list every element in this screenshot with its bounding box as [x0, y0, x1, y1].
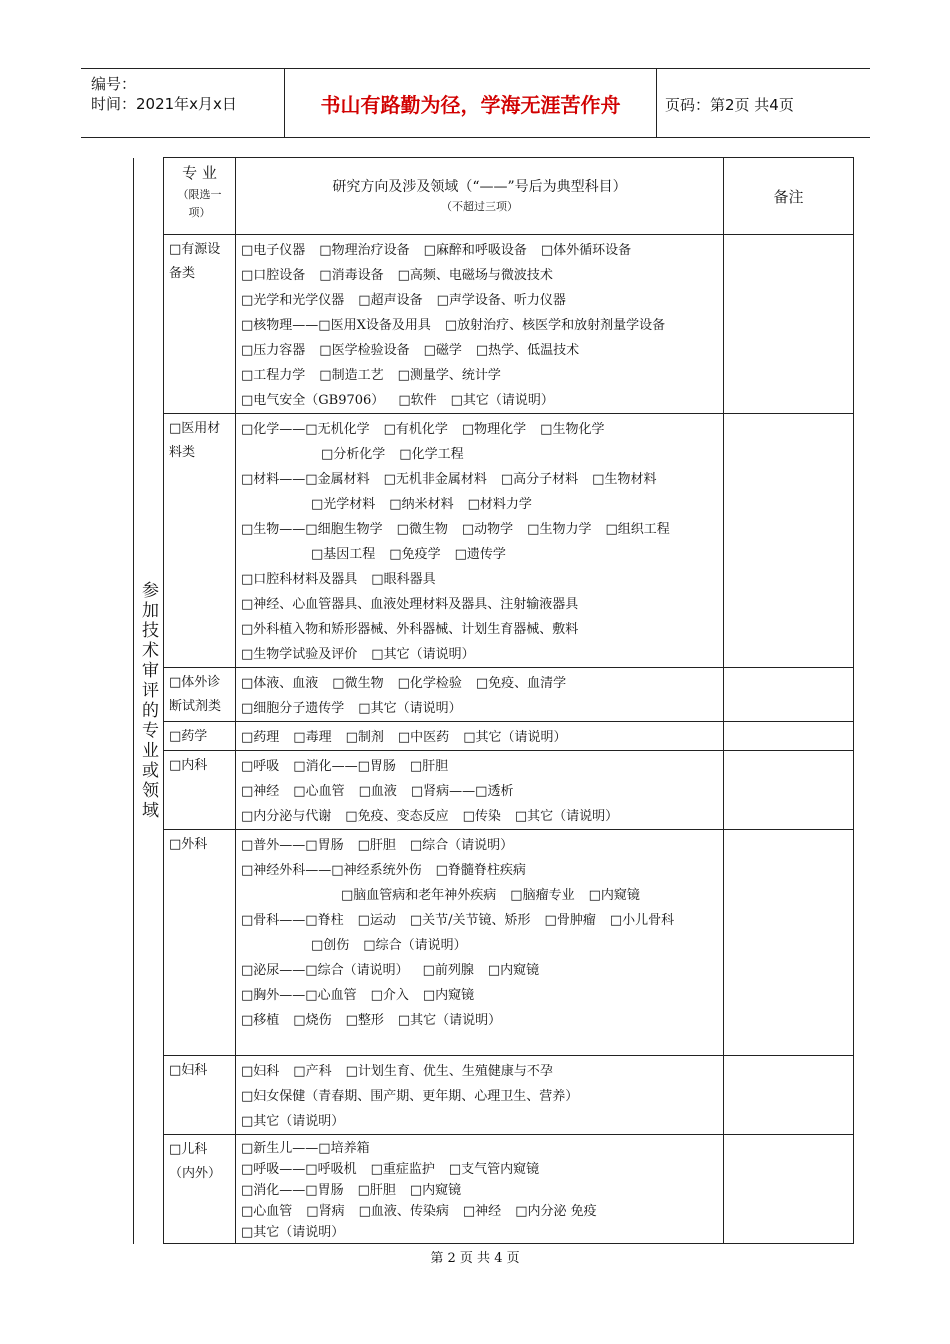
remark-cell[interactable] — [724, 722, 854, 751]
checkbox-option[interactable]: □毒理 — [293, 730, 332, 745]
option-line — [241, 883, 718, 908]
remark-header: 备注 — [724, 158, 854, 235]
checkbox-option[interactable]: □其它（请说明） — [397, 1013, 502, 1028]
option-line — [241, 958, 718, 983]
checkbox-option[interactable]: □外科植入物和矫形器械、外科器械、计划生育器械、敷料 — [241, 622, 579, 637]
checkbox-option[interactable]: □脊髓脊柱疾病 — [435, 863, 526, 878]
checkbox-option[interactable]: □骨科——□脊柱 — [241, 913, 344, 928]
major-header-text: 专 业 — [182, 164, 217, 182]
field-options-cell — [236, 751, 724, 830]
checkbox-option[interactable]: □磁学 — [423, 343, 462, 358]
option-line — [241, 804, 718, 829]
checkbox-option[interactable]: □遗传学 — [454, 547, 506, 562]
checkbox-option[interactable]: □高分子材料 — [500, 472, 579, 487]
option-line — [241, 467, 718, 492]
checkbox-option[interactable]: □核物理——□医用X设备及用具 — [241, 318, 431, 333]
checkbox-option[interactable]: □无机非金属材料 — [383, 472, 487, 487]
checkbox-option[interactable]: □其它（请说明） — [358, 701, 462, 716]
checkbox-option[interactable]: □运动 — [357, 913, 396, 928]
checkbox-option[interactable]: □生物力学 — [527, 522, 592, 537]
checkbox-option[interactable]: □消化——□胃肠 — [241, 1183, 344, 1198]
checkbox-option[interactable]: □电气安全（GB9706） — [241, 393, 385, 408]
checkbox-option[interactable]: □神经 — [241, 784, 280, 799]
checkbox-option[interactable]: □综合（请说明） — [409, 838, 514, 853]
option-line — [241, 442, 718, 467]
checkbox-option[interactable]: □化学——□无机化学 — [241, 422, 370, 437]
table-row — [134, 414, 854, 668]
option-line — [241, 754, 718, 779]
option-line — [241, 363, 718, 388]
checkbox-option[interactable]: □脑瘤专业 — [510, 888, 575, 903]
checkbox-option[interactable]: □其它（请说明） — [241, 1114, 345, 1129]
checkbox-option[interactable]: □放射治疗、核医学和放射剂量学设备 — [444, 318, 666, 333]
checkbox-option[interactable]: □压力容器 — [241, 343, 306, 358]
checkbox-option[interactable]: □神经 — [462, 1204, 502, 1219]
checkbox-option[interactable]: □重症监护 — [370, 1162, 435, 1177]
category-cell[interactable]: □医用材料类 — [164, 414, 236, 668]
option-line — [241, 1138, 718, 1159]
option-line — [241, 517, 718, 542]
checkbox-option[interactable]: □小儿骨科 — [609, 913, 675, 928]
checkbox-option[interactable]: □免疫、变态反应 — [345, 809, 449, 824]
field-options-cell — [236, 668, 724, 722]
review-field-table — [133, 157, 854, 1244]
checkbox-option[interactable]: □神经、心血管器具、血液处理材料及器具、注射输液器具 — [241, 597, 579, 612]
checkbox-option[interactable]: □测量学、统计学 — [397, 368, 501, 383]
remark-cell[interactable] — [724, 668, 854, 722]
table-row — [134, 751, 854, 830]
checkbox-option[interactable]: □心血管 — [293, 784, 345, 799]
option-line — [241, 388, 718, 413]
checkbox-option[interactable]: □麻醉和呼吸设备 — [423, 243, 527, 258]
checkbox-option[interactable]: □生物化学 — [540, 422, 605, 437]
checkbox-option[interactable]: □高频、电磁场与微波技术 — [397, 268, 553, 283]
category-cell[interactable]: □药学 — [164, 722, 236, 751]
option-line — [241, 1222, 718, 1243]
checkbox-option[interactable]: □微生物 — [332, 676, 384, 691]
checkbox-option[interactable]: □内窥镜 — [487, 963, 540, 978]
category-cell[interactable]: □儿科（内外） — [164, 1135, 236, 1244]
remark-cell[interactable] — [724, 1056, 854, 1135]
field-options-cell — [236, 1135, 724, 1244]
major-header-note-2: 项） — [188, 206, 211, 219]
checkbox-option[interactable]: □微生物 — [396, 522, 448, 537]
field-options-cell — [236, 830, 724, 1056]
field-options-cell — [236, 414, 724, 668]
checkbox-option[interactable]: □口腔设备 — [241, 268, 306, 283]
major-header-note-1: （限选一 — [177, 188, 222, 201]
checkbox-option[interactable]: □口腔科材料及器具 — [241, 572, 358, 587]
checkbox-option[interactable]: □纳米材料 — [389, 497, 454, 512]
checkbox-option[interactable]: □热学、低温技术 — [475, 343, 580, 358]
checkbox-option[interactable]: □内窥镜 — [422, 988, 475, 1003]
checkbox-option[interactable]: □组织工程 — [605, 522, 670, 537]
page-footer: 第 2 页 共 4 页 — [430, 1251, 520, 1266]
motto: 书山有路勤为径，学海无涯苦作舟 — [320, 93, 621, 117]
header-motto-cell — [284, 69, 657, 137]
checkbox-option[interactable]: □内分泌 免疫 — [515, 1204, 597, 1219]
option-line — [241, 1084, 718, 1109]
option-line — [241, 1059, 718, 1084]
option-line — [241, 263, 718, 288]
checkbox-option[interactable]: □体液、血液 — [241, 676, 319, 691]
side-label: 参加技术审评的专业或领域 — [134, 158, 164, 1244]
checkbox-option[interactable]: □分析化学 — [321, 447, 386, 462]
table-row — [134, 668, 854, 722]
option-line — [241, 1008, 718, 1033]
checkbox-option[interactable]: □神经外科——□神经系统外伤 — [241, 863, 422, 878]
checkbox-option[interactable]: □内窥镜 — [409, 1183, 462, 1198]
checkbox-option[interactable]: □前列腺 — [422, 963, 474, 978]
checkbox-option[interactable]: □生物——□细胞生物学 — [241, 522, 383, 537]
major-header — [164, 158, 236, 235]
checkbox-option[interactable]: □脑血管病和老年神外疾病 — [341, 888, 497, 903]
option-line — [241, 1180, 718, 1201]
option-line — [241, 908, 718, 933]
checkbox-option[interactable]: □传染 — [462, 809, 501, 824]
checkbox-option[interactable]: □综合（请说明） — [363, 938, 467, 953]
field-options-cell — [236, 722, 724, 751]
table-row — [134, 1056, 854, 1135]
checkbox-option[interactable]: □内分泌与代谢 — [241, 809, 332, 824]
checkbox-option[interactable]: □骨肿瘤 — [544, 913, 596, 928]
checkbox-option[interactable]: □呼吸——□呼吸机 — [241, 1162, 357, 1177]
option-line — [241, 238, 718, 263]
remark-cell[interactable] — [724, 830, 854, 1056]
category-cell[interactable]: □妇科 — [164, 1056, 236, 1135]
checkbox-option[interactable]: □物理治疗设备 — [319, 243, 410, 258]
checkbox-option[interactable]: □制造工艺 — [319, 368, 384, 383]
checkbox-option[interactable]: □肾病 — [306, 1204, 345, 1219]
date-text: 时间：2021年x月x日 — [91, 95, 237, 113]
checkbox-option[interactable]: □血液 — [358, 784, 397, 799]
header-info-cell — [81, 69, 284, 137]
code-label: 编号： — [91, 75, 137, 93]
option-line — [241, 671, 718, 696]
checkbox-option[interactable]: □物理化学 — [461, 422, 527, 437]
category-cell[interactable]: □内科 — [164, 751, 236, 830]
checkbox-option[interactable]: □化学检验 — [397, 676, 462, 691]
category-cell[interactable]: □体外诊断试剂类 — [164, 668, 236, 722]
table-header-row — [134, 158, 854, 235]
checkbox-option[interactable]: □肾病——□透析 — [410, 784, 514, 799]
header-page-cell — [655, 69, 870, 137]
checkbox-option[interactable]: □泌尿——□综合（请说明） — [241, 963, 409, 978]
option-line — [241, 1159, 718, 1180]
checkbox-option[interactable]: □材料力学 — [467, 497, 532, 512]
field-header-text: 研究方向及涉及领域（“——”号后为典型科目） — [332, 179, 627, 195]
checkbox-option[interactable]: □动物学 — [461, 522, 514, 537]
checkbox-option[interactable]: □化学工程 — [399, 447, 464, 462]
option-line — [241, 642, 718, 667]
checkbox-option[interactable]: □免疫学 — [389, 547, 441, 562]
option-line — [241, 779, 718, 804]
checkbox-option[interactable]: □肝胆 — [357, 838, 396, 853]
checkbox-option[interactable]: □体外循环设备 — [540, 243, 632, 258]
checkbox-option[interactable]: □软件 — [398, 393, 437, 408]
option-line — [241, 567, 718, 592]
checkbox-option[interactable]: □工程力学 — [241, 368, 306, 383]
checkbox-option[interactable]: □声学设备、听力仪器 — [436, 293, 566, 308]
checkbox-option[interactable]: □肝胆 — [357, 1183, 396, 1198]
option-line — [241, 983, 718, 1008]
checkbox-option[interactable]: □心血管 — [241, 1204, 293, 1219]
checkbox-option[interactable]: □整形 — [345, 1013, 384, 1028]
checkbox-option[interactable]: □基因工程 — [311, 547, 376, 562]
remark-cell[interactable] — [724, 414, 854, 668]
checkbox-option[interactable]: □其它（请说明） — [241, 1225, 345, 1240]
checkbox-option[interactable]: □其它（请说明） — [450, 393, 554, 408]
checkbox-option[interactable]: □肝胆 — [409, 759, 449, 774]
table-row — [134, 235, 854, 414]
checkbox-option[interactable]: □其它（请说明） — [371, 647, 475, 662]
field-header-note: （不超过三项） — [441, 200, 518, 213]
page-number: 页码：第2页 共4页 — [665, 96, 794, 114]
checkbox-option[interactable]: □内窥镜 — [588, 888, 640, 903]
checkbox-option[interactable]: □其它（请说明） — [463, 730, 567, 745]
checkbox-option[interactable]: □创伤 — [311, 938, 350, 953]
checkbox-option[interactable]: □材料——□金属材料 — [241, 472, 370, 487]
checkbox-option[interactable]: □妇科 — [241, 1064, 280, 1079]
option-line — [241, 338, 718, 363]
checkbox-option[interactable]: □胸外——□心血管 — [241, 988, 357, 1003]
remark-cell[interactable] — [724, 1135, 854, 1244]
field-options-cell — [236, 235, 724, 414]
option-line — [241, 592, 718, 617]
checkbox-option[interactable]: □有机化学 — [383, 422, 448, 437]
checkbox-option[interactable]: □电子仪器 — [241, 243, 306, 258]
checkbox-option[interactable]: □新生儿——□培养箱 — [241, 1141, 370, 1156]
checkbox-option[interactable]: □生物材料 — [592, 472, 657, 487]
option-line — [241, 417, 718, 442]
checkbox-option[interactable]: □超声设备 — [358, 293, 423, 308]
checkbox-option[interactable]: □光学材料 — [311, 497, 376, 512]
checkbox-option[interactable]: □光学和光学仪器 — [241, 293, 345, 308]
option-line — [241, 858, 718, 883]
option-line — [241, 725, 718, 750]
option-line — [241, 492, 718, 517]
checkbox-option[interactable]: □支气管内窥镜 — [448, 1162, 540, 1177]
checkbox-option[interactable]: □药理 — [241, 730, 280, 745]
checkbox-option[interactable]: □眼科器具 — [371, 572, 436, 587]
checkbox-option[interactable]: □医学检验设备 — [319, 343, 410, 358]
checkbox-option[interactable]: □其它（请说明） — [514, 809, 619, 824]
option-line — [241, 1109, 718, 1134]
category-cell[interactable]: □有源设备类 — [164, 235, 236, 414]
checkbox-option[interactable]: □细胞分子遗传学 — [241, 701, 345, 716]
checkbox-option[interactable]: □消毒设备 — [319, 268, 384, 283]
option-line — [241, 542, 718, 567]
checkbox-option[interactable]: □介入 — [370, 988, 409, 1003]
option-line — [241, 1201, 718, 1222]
option-line — [241, 696, 718, 721]
option-line — [241, 833, 718, 858]
option-line — [241, 617, 718, 642]
checkbox-option[interactable]: □普外——□胃肠 — [241, 838, 344, 853]
checkbox-option[interactable]: □呼吸 — [241, 759, 280, 774]
field-options-cell — [236, 1056, 724, 1135]
table-row — [134, 830, 854, 1056]
table-row — [134, 1135, 854, 1244]
option-line — [241, 933, 718, 958]
checkbox-option[interactable]: □中医药 — [397, 730, 450, 745]
field-header — [236, 158, 724, 235]
table-row — [134, 722, 854, 751]
checkbox-option[interactable]: □烧伤 — [293, 1013, 332, 1028]
checkbox-option[interactable]: □免疫、血清学 — [475, 676, 567, 691]
checkbox-option[interactable]: □血液、传染病 — [358, 1204, 449, 1219]
page-header — [81, 68, 870, 138]
checkbox-option[interactable]: □制剂 — [345, 730, 384, 745]
checkbox-option[interactable]: □产科 — [293, 1064, 332, 1079]
remark-cell[interactable] — [724, 751, 854, 830]
checkbox-option[interactable]: □移植 — [241, 1013, 280, 1028]
checkbox-option[interactable]: □生物学试验及评价 — [241, 647, 358, 662]
checkbox-option[interactable]: □消化——□胃肠 — [293, 759, 396, 774]
checkbox-option[interactable]: □计划生育、优生、生殖健康与不孕 — [345, 1064, 553, 1079]
option-line — [241, 288, 718, 313]
category-cell[interactable]: □外科 — [164, 830, 236, 1056]
checkbox-option[interactable]: □妇女保健（青春期、围产期、更年期、心理卫生、营养） — [241, 1089, 579, 1104]
remark-cell[interactable] — [724, 235, 854, 414]
option-line — [241, 313, 718, 338]
checkbox-option[interactable]: □关节/关节镜、矫形 — [409, 913, 531, 928]
